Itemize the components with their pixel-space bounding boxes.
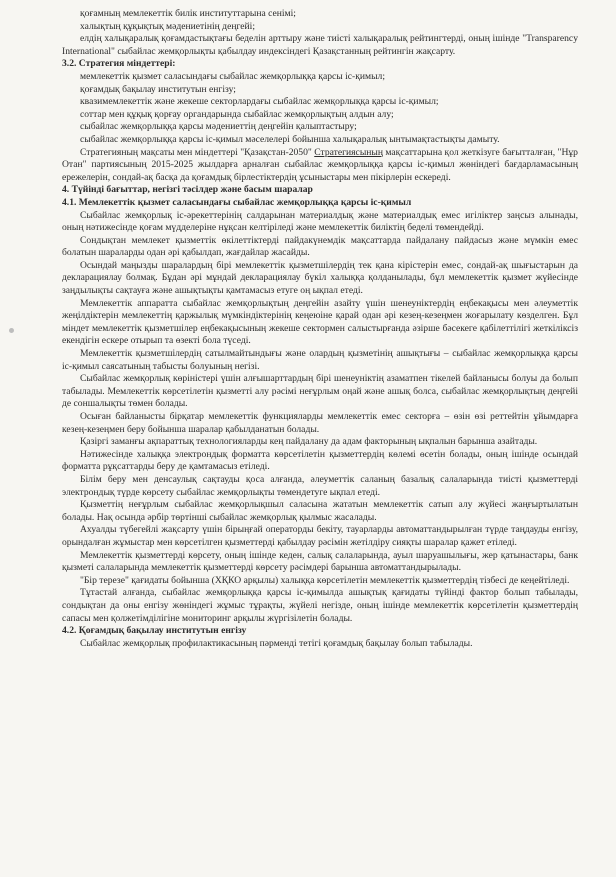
- document-body: [62, 8, 578, 650]
- list-item: соттар мен құқық қорғау органдарында сыбайлас жемқорлықтың алдын алу;: [80, 108, 394, 120]
- underlined-term: Стратегиясының: [314, 146, 383, 158]
- paragraph: Нәтижесінде халыққа электрондық форматта көрсетілетін қызметтердің көлемі өсетін болады, оның ішінде осындай форматта рұқсаттарды беру де қамтамасыз етіледі.: [62, 448, 578, 473]
- paragraph-strategy: [62, 147, 578, 185]
- list-item: мемлекеттік қызмет саласындағы сыбайлас жемқорлыққа қарсы іс-қимыл;: [80, 70, 385, 82]
- list-item: елдің халықаралық қоғамдастықтағы беделін арттыру және тиісті халықаралық рейтингтерді, оның ішінде "Transparency International" сыбайлас жемқорлықты қабылдау индексіндегі Қазақстанның рейтингін жақсарту.: [62, 33, 578, 57]
- paragraph: Қазіргі заманғы ақпараттық технологияларды кең пайдалану да адам факторының ықпалын барынша азайтады.: [80, 436, 538, 448]
- paragraph: Мемлекеттік аппаратта сыбайлас жемқорлықтың деңгейін азайту үшін шенеуніктердің еңбекақысы мен әлеуметтік жеңілдіктерін мемлекеттің қаржылық мүмкіндіктерінің кеңеюіне қарай одан әрі кезең-кезеңмен жоғарылату көзделген. Бұл міндет мемлекеттік қызметшілер еңбекақысының жекеше сектормен салыстырғанда әзірше бәсекеге қабілеттілігі жеткіліксіз екендігін ескере отырып та өзекті бола түседі.: [62, 297, 578, 347]
- paragraph: Мемлекеттік қызметшілердің сатылмайтындығы және олардың қызметінің ашықтығы – сыбайлас жемқорлыққа қарсы іс-қимыл саясатының табысты болуының негізі.: [62, 348, 578, 372]
- paragraph: Тұтастай алғанда, сыбайлас жемқорлыққа қарсы іс-қимылда ашықтық қағидаты түйінді фактор болып табылады, сондықтан да оны енгізу жөніндегі жұмыс тұрақты, жүйелі негізде, оның ішінде мемлекеттік көрсетілетін қызметтердің сапасы мен қолжетімділігіне мониторинг арқылы жүргізілетін болады.: [62, 587, 578, 624]
- paragraph: Сыбайлас жемқорлық профилактикасының пәрменді тетігі қоғамдық бақылау болып табылады.: [80, 637, 473, 649]
- section-heading-4: 4. Түйінді бағыттар, негізгі тәсілдер және басым шаралар: [62, 184, 313, 196]
- text-span: Стратегияның мақсаты мен міндеттері "Қазақстан-2050": [80, 146, 315, 158]
- list-item: қоғамдық бақылау институтын енгізу;: [80, 83, 236, 95]
- paragraph: Сондықтан мемлекет қызметтік өкілеттіктерді пайдакүнемдік мақсаттарда пайдалану пайдасыз және мүмкін емес болатын шараларды одан әрі қабылдап, жағдайлар жасайды.: [62, 234, 578, 259]
- paragraph: Сыбайлас жемқорлық көріністері үшін алғышарттардың бірі шенеуніктің азаматпен тікелей байланысы болуы да болып табылады. Мемлекеттік көрсетілетін қызметті алу рәсімі неғұрлым оңай және ашық болса, сыбайлас жемқорлықтың деңгейі де соншалықты төмен болады.: [62, 373, 578, 410]
- paragraph: Ахуалды түбегейлі жақсарту үшін бірыңғай операторды бекіту, тауарларды автоматтандырылған түрде таңдауды енгізу, орындалған жұмыстар мен көрсетілген қызметтерді қабылдау рәсімін жетілдіру сияқты шаралар қажет етіледі.: [62, 524, 578, 548]
- paragraph: Білім беру мен денсаулық сақтауды қоса алғанда, әлеуметтік саланың базалық салаларында тиісті қызметтерді электрондық түрде көрсету сыбайлас жемқорлықты төмендетуге ықпал етеді.: [62, 473, 578, 498]
- list-item: сыбайлас жемқорлыққа қарсы мәдениеттің деңгейін қалыптастыру;: [80, 121, 357, 133]
- section-heading-4-1: 4.1. Мемлекеттік қызмет саласындағы сыбайлас жемқорлыққа қарсы іс-қимыл: [62, 196, 412, 208]
- paragraph: Мемлекеттік қызметтерді көрсету, оның ішінде кеден, салық салаларында, ауыл шаруашылығы, жер қатынастары, банк қызметі салаларында мемлекеттік қызметтерді көрсету рәсімдері барынша автоматтандырылады.: [62, 549, 578, 574]
- list-item: қоғамның мемлекеттік билік институттарына сенімі;: [80, 8, 296, 19]
- section-heading-4-2: 4.2. Қоғамдық бақылау институтын енгізу: [62, 625, 247, 637]
- scan-mark: [9, 328, 14, 333]
- text-span: мақсаттарына қол жеткізуге бағытталған, "Нұр Отан" партиясының 2015-2025 жылдарға арналған сыбайлас жемқорлыққа қарсы іс-қимыл жөніндегі бағдарламасының ережелерін, сондай-ақ басқа да қоғамдық бірлестіктердің ұсыныстары мен пікірлерін ескереді.: [62, 146, 578, 183]
- paragraph: Осындай маңызды шаралардың бірі мемлекеттік қызметшілердің тек қана кірістерін емес, сондай-ақ шығыстарын да декларациялау болмақ. Бұдан әрі мұндай декларациялау бүкіл халыққа қолданылады, бұл мемлекеттік қызмет жүйесінде заңдылықты сақтауға және ашықтықты қамтамасыз етуге оң ықпал етеді.: [62, 259, 578, 297]
- paragraph: Сыбайлас жемқорлық іс-әрекеттерінің салдарынан материалдық және материалдық емес игіліктер заңсыз алынады, оның нәтижесінде қоғам мүдделеріне нұқсан келтіріледі және мемлекеттік биліктің беделі төмендейді.: [62, 209, 578, 234]
- paragraph: "Бір терезе" қағидаты бойынша (ХҚКО арқылы) халыққа көрсетілетін мемлекеттік қызметтердің тізбесі де кеңейтіледі.: [80, 574, 570, 586]
- paragraph: Осыған байланысты бірқатар мемлекеттік функцияларды мемлекеттік емес секторға – өзін өзі реттейтін ұйымдарға кезең-кезеңмен беру бойынша шаралар қабылданатын болады.: [62, 411, 578, 435]
- paragraph: Қызметтің неғұрлым сыбайлас жемқорлықшыл саласына жататын мемлекеттік сатып алу жүйесі жаңғыртылатын болады. Нақ осында әрбір төртінші сыбайлас жемқорлық қылмыс жасалады.: [62, 499, 578, 523]
- list-item: квазимемлекеттік және жекеше секторлардағы сыбайлас жемқорлыққа қарсы іс-қимыл;: [80, 96, 439, 108]
- section-heading-3-2: 3.2. Стратегия міндеттері:: [62, 58, 176, 70]
- list-item: сыбайлас жемқорлыққа қарсы іс-қимыл мәселелері бойынша халықаралық ынтымақтастықты дамыту.: [80, 133, 500, 145]
- list-item: халықтың құқықтық мәдениетінің деңгейі;: [80, 20, 255, 32]
